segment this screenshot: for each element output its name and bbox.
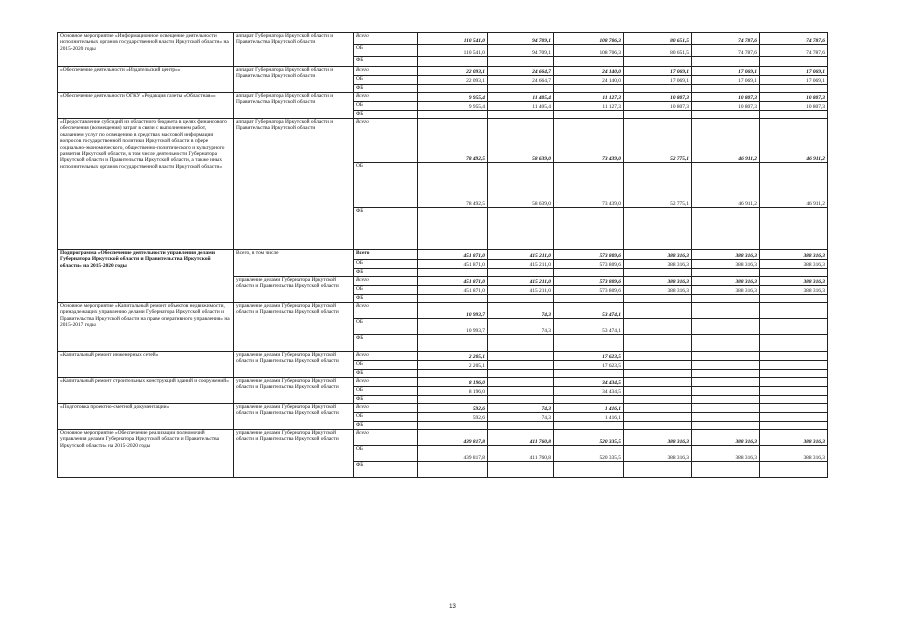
amount-ob: 388 316,3 — [760, 260, 828, 269]
amount-fb — [624, 269, 692, 277]
activity-name: «Капитальный ремонт инженерных сетей» — [58, 352, 234, 378]
amount-fb — [624, 295, 692, 303]
amount-ob: 2 205,1 — [418, 361, 488, 370]
amount-total: 78 492,5 — [418, 119, 488, 163]
amount-ob: 110 541,0 — [418, 45, 488, 57]
funding-type-ob: ОБ — [354, 163, 418, 208]
funding-type-fb: ФБ — [354, 111, 418, 119]
amount-fb — [488, 269, 554, 277]
amount-total: 11 127,3 — [554, 93, 624, 102]
amount-total — [692, 352, 760, 361]
amount-total: 34 434,5 — [554, 378, 624, 387]
table-row — [58, 250, 828, 260]
amount-fb — [418, 208, 488, 250]
activity-name: Основное мероприятие «Капитальный ремонт объектов недвижимости, принадлежащих управлению делами Губернатора Иркутской области и Правительства Иркутской области на праве оперативного управления» на 2015-2017 годы — [58, 303, 234, 352]
amount-ob: 388 316,3 — [692, 446, 760, 462]
amount-ob: 73 439,0 — [554, 163, 624, 208]
amount-total: 451 871,0 — [418, 250, 488, 260]
amount-total: 17 623,5 — [554, 352, 624, 361]
amount-fb — [488, 422, 554, 430]
amount-fb — [418, 57, 488, 67]
page-number: 13 — [449, 604, 456, 610]
amount-fb — [488, 111, 554, 119]
amount-fb — [692, 295, 760, 303]
amount-ob: 17 069,1 — [692, 76, 760, 85]
table-row — [58, 93, 828, 102]
amount-total: 10 993,7 — [418, 303, 488, 319]
amount-ob: 573 809,6 — [554, 286, 624, 295]
amount-fb — [760, 85, 828, 93]
amount-total: 2 205,1 — [418, 352, 488, 361]
amount-fb — [418, 85, 488, 93]
funding-type-ob: ОБ — [354, 76, 418, 85]
amount-ob: 451 871,0 — [418, 260, 488, 269]
table-row — [58, 33, 828, 45]
executor-cell: Всего, в том числе — [234, 250, 354, 277]
amount-total: 1 416,1 — [554, 404, 624, 413]
amount-total — [624, 378, 692, 387]
amount-ob — [624, 361, 692, 370]
amount-ob — [488, 387, 554, 396]
funding-type-total: Всего — [354, 250, 418, 260]
amount-total — [488, 378, 554, 387]
amount-fb — [624, 335, 692, 352]
amount-total: 108 706,3 — [554, 33, 624, 45]
amount-total — [488, 352, 554, 361]
amount-total: 415 211,0 — [488, 277, 554, 286]
amount-ob: 108 706,3 — [554, 45, 624, 57]
amount-ob — [692, 319, 760, 335]
amount-ob — [760, 361, 828, 370]
funding-type-total: Всего — [354, 119, 418, 163]
amount-total: 10 807,3 — [624, 93, 692, 102]
table-row — [58, 404, 828, 413]
amount-total: 80 651,5 — [624, 33, 692, 45]
funding-type-ob: ОБ — [354, 361, 418, 370]
table-row — [58, 303, 828, 319]
funding-type-fb: ФБ — [354, 396, 418, 404]
amount-fb — [760, 462, 828, 478]
amount-total — [624, 352, 692, 361]
amount-ob — [760, 319, 828, 335]
funding-type-fb: ФБ — [354, 370, 418, 378]
amount-total: 388 316,3 — [692, 277, 760, 286]
amount-total: 73 439,0 — [554, 119, 624, 163]
amount-ob: 74,3 — [488, 413, 554, 422]
amount-ob — [488, 361, 554, 370]
amount-fb — [554, 111, 624, 119]
activity-name: «Предоставление субсидий из областного бюджета в целях финансового обеспечения (возмещения) затрат в связи с выполнением работ, оказанием услуг по освещению в средствах массовой информации вопросов государственной политики Иркутской области в сфере социально-экономического, общественно-политического и культурного развития Иркутской области, в том числе деятельности Губернатора Иркутской области и Правительства Иркутской области, а также иных исполнительных органов государственной власти Иркутской области» — [58, 119, 234, 250]
amount-total: 388 316,3 — [692, 250, 760, 260]
amount-total: 110 541,0 — [418, 33, 488, 45]
amount-fb — [760, 111, 828, 119]
amount-fb — [760, 422, 828, 430]
funding-type-total: Всего — [354, 93, 418, 102]
amount-ob — [692, 413, 760, 422]
amount-fb — [760, 335, 828, 352]
amount-ob: 10 993,7 — [418, 319, 488, 335]
amount-total: 411 760,8 — [488, 430, 554, 446]
amount-ob: 22 093,1 — [418, 76, 488, 85]
amount-fb — [418, 462, 488, 478]
amount-ob: 573 809,6 — [554, 260, 624, 269]
amount-fb — [760, 208, 828, 250]
amount-total — [760, 404, 828, 413]
amount-fb — [692, 422, 760, 430]
amount-total: 24 664,7 — [488, 67, 554, 76]
activity-name: «Обеспечение деятельности ОГКУ «Редакция газеты «Областная»» — [58, 93, 234, 119]
amount-fb — [692, 370, 760, 378]
amount-total: 22 093,1 — [418, 67, 488, 76]
amount-total: 451 871,0 — [418, 277, 488, 286]
funding-type-ob: ОБ — [354, 102, 418, 111]
funding-type-total: Всего — [354, 404, 418, 413]
amount-total: 573 809,6 — [554, 250, 624, 260]
amount-fb — [418, 335, 488, 352]
amount-ob: 411 760,8 — [488, 446, 554, 462]
amount-total: 388 316,3 — [624, 277, 692, 286]
funding-type-total: Всего — [354, 430, 418, 446]
amount-ob: 388 316,3 — [760, 446, 828, 462]
amount-total: 415 211,0 — [488, 250, 554, 260]
amount-ob: 46 911,2 — [760, 163, 828, 208]
amount-fb — [418, 422, 488, 430]
funding-type-fb: ФБ — [354, 462, 418, 478]
funding-type-total: Всего — [354, 303, 418, 319]
amount-total — [624, 303, 692, 319]
amount-total — [760, 352, 828, 361]
budget-table — [57, 32, 828, 478]
amount-total: 592,6 — [418, 404, 488, 413]
amount-total: 94 709,1 — [488, 33, 554, 45]
table-row — [58, 119, 828, 163]
amount-total: 8 196,0 — [418, 378, 488, 387]
amount-ob: 74 787,6 — [760, 45, 828, 57]
amount-total: 388 316,3 — [760, 250, 828, 260]
amount-total: 439 817,8 — [418, 430, 488, 446]
subprogram-name: Подпрограмма «Обеспечение деятельности управления делами Губернатора Иркутской области и Правительства Иркутской области» на 2015-2020 годы — [58, 250, 234, 303]
amount-ob: 9 955,4 — [418, 102, 488, 111]
funding-type-total: Всего — [354, 352, 418, 361]
amount-ob: 388 316,3 — [692, 260, 760, 269]
amount-fb — [554, 370, 624, 378]
amount-fb — [760, 370, 828, 378]
amount-ob — [624, 387, 692, 396]
amount-ob — [624, 413, 692, 422]
amount-ob: 1 416,1 — [554, 413, 624, 422]
amount-ob: 10 807,3 — [624, 102, 692, 111]
amount-fb — [554, 85, 624, 93]
amount-fb — [488, 462, 554, 478]
amount-fb — [418, 269, 488, 277]
funding-type-fb: ФБ — [354, 85, 418, 93]
amount-fb — [554, 295, 624, 303]
funding-type-fb: ФБ — [354, 295, 418, 303]
table-row — [58, 352, 828, 361]
amount-ob: 388 316,3 — [624, 446, 692, 462]
amount-ob: 415 211,0 — [488, 286, 554, 295]
amount-ob: 94 709,1 — [488, 45, 554, 57]
activity-name: «Обеспечение деятельности «Издательский центр»» — [58, 67, 234, 93]
amount-ob: 388 316,3 — [624, 286, 692, 295]
amount-fb — [760, 295, 828, 303]
table-row — [58, 430, 828, 446]
amount-fb — [624, 396, 692, 404]
amount-ob: 10 807,3 — [760, 102, 828, 111]
amount-ob: 520 335,5 — [554, 446, 624, 462]
amount-total: 10 807,3 — [760, 93, 828, 102]
amount-fb — [554, 269, 624, 277]
amount-ob: 58 639,0 — [488, 163, 554, 208]
funding-type-ob: ОБ — [354, 387, 418, 396]
amount-fb — [488, 370, 554, 378]
executor-cell: управление делами Губернатора Иркутской области и Правительства Иркутской области — [234, 277, 354, 303]
funding-type-fb: ФБ — [354, 269, 418, 277]
amount-fb — [624, 462, 692, 478]
activity-name: «Капитальный ремонт строительных конструкций зданий и сооружений» — [58, 378, 234, 404]
executor-cell: управление делами Губернатора Иркутской области и Правительства Иркутской области — [234, 303, 354, 352]
amount-ob: 11 127,3 — [554, 102, 624, 111]
executor-cell: аппарат Губернатора Иркутской области и Правительства Иркутской области — [234, 119, 354, 250]
amount-fb — [692, 111, 760, 119]
amount-fb — [554, 422, 624, 430]
amount-total: 46 911,2 — [760, 119, 828, 163]
amount-fb — [624, 111, 692, 119]
funding-type-total: Всего — [354, 378, 418, 387]
amount-fb — [488, 335, 554, 352]
amount-ob: 388 316,3 — [692, 286, 760, 295]
executor-cell: управление делами Губернатора Иркутской области и Правительства Иркутской области — [234, 378, 354, 404]
amount-fb — [760, 269, 828, 277]
amount-ob: 451 871,0 — [418, 286, 488, 295]
amount-fb — [692, 85, 760, 93]
amount-total: 388 316,3 — [624, 250, 692, 260]
amount-total: 388 316,3 — [692, 430, 760, 446]
amount-fb — [488, 295, 554, 303]
amount-fb — [554, 208, 624, 250]
amount-total: 9 955,4 — [418, 93, 488, 102]
amount-ob: 10 807,3 — [692, 102, 760, 111]
funding-type-ob: ОБ — [354, 260, 418, 269]
executor-cell: управление делами Губернатора Иркутской области и Правительства Иркутской области — [234, 352, 354, 378]
amount-total: 24 140,0 — [554, 67, 624, 76]
amount-fb — [692, 269, 760, 277]
amount-ob: 439 817,8 — [418, 446, 488, 462]
amount-total: 388 316,3 — [760, 430, 828, 446]
funding-type-ob: ОБ — [354, 319, 418, 335]
executor-cell: аппарат Губернатора Иркутской области и Правительства Иркутской области — [234, 67, 354, 93]
amount-ob: 52 775,1 — [624, 163, 692, 208]
funding-type-ob: ОБ — [354, 413, 418, 422]
executor-cell: аппарат Губернатора Иркутской области и Правительства Иркутской области — [234, 93, 354, 119]
amount-total — [624, 404, 692, 413]
amount-total: 74,3 — [488, 404, 554, 413]
amount-total: 46 911,2 — [692, 119, 760, 163]
amount-total: 17 069,1 — [624, 67, 692, 76]
amount-fb — [554, 462, 624, 478]
amount-fb — [692, 57, 760, 67]
amount-fb — [488, 208, 554, 250]
amount-fb — [418, 370, 488, 378]
amount-ob: 415 211,0 — [488, 260, 554, 269]
amount-fb — [624, 208, 692, 250]
activity-name: «Подготовка проектно-сметной документации» — [58, 404, 234, 430]
amount-fb — [624, 422, 692, 430]
executor-cell: управление делами Губернатора Иркутской области и Правительства Иркутской области — [234, 404, 354, 430]
amount-fb — [692, 335, 760, 352]
amount-fb — [554, 396, 624, 404]
amount-total — [760, 303, 828, 319]
funding-type-total: Всего — [354, 277, 418, 286]
amount-ob: 11 405,4 — [488, 102, 554, 111]
amount-fb — [488, 396, 554, 404]
amount-total — [692, 404, 760, 413]
amount-fb — [488, 85, 554, 93]
amount-total: 573 809,6 — [554, 277, 624, 286]
amount-total: 17 069,1 — [692, 67, 760, 76]
funding-type-fb: ФБ — [354, 422, 418, 430]
executor-cell: аппарат Губернатора Иркутской области и Правительства Иркутской области — [234, 33, 354, 67]
amount-ob: 17 069,1 — [760, 76, 828, 85]
amount-fb — [692, 396, 760, 404]
amount-ob: 24 664,7 — [488, 76, 554, 85]
amount-ob: 17 069,1 — [624, 76, 692, 85]
amount-ob: 34 434,5 — [554, 387, 624, 396]
activity-name: Основное мероприятие «Обеспечение реализации полномочий управления делами Губернатора Иркутской области и Правительства Иркутской области» на 2015-2020 годы — [58, 430, 234, 478]
funding-type-ob: ОБ — [354, 446, 418, 462]
amount-total: 520 335,5 — [554, 430, 624, 446]
amount-total: 388 316,3 — [760, 277, 828, 286]
amount-total — [760, 378, 828, 387]
amount-ob: 8 196,0 — [418, 387, 488, 396]
funding-type-fb: ФБ — [354, 335, 418, 352]
amount-ob — [760, 387, 828, 396]
amount-total: 10 807,3 — [692, 93, 760, 102]
amount-fb — [624, 370, 692, 378]
amount-ob: 74 787,6 — [692, 45, 760, 57]
amount-ob: 592,6 — [418, 413, 488, 422]
amount-total: 74 787,6 — [692, 33, 760, 45]
amount-fb — [760, 57, 828, 67]
amount-total: 388 316,3 — [624, 430, 692, 446]
amount-ob: 53 474,1 — [554, 319, 624, 335]
executor-cell: управление делами Губернатора Иркутской области и Правительства Иркутской области — [234, 430, 354, 478]
amount-ob: 78 492,5 — [418, 163, 488, 208]
table-row — [58, 378, 828, 387]
amount-fb — [488, 57, 554, 67]
amount-fb — [624, 85, 692, 93]
amount-ob: 74,3 — [488, 319, 554, 335]
amount-fb — [418, 396, 488, 404]
amount-total — [692, 303, 760, 319]
amount-total: 58 639,0 — [488, 119, 554, 163]
amount-ob: 17 623,5 — [554, 361, 624, 370]
amount-ob: 24 140,0 — [554, 76, 624, 85]
amount-ob — [692, 387, 760, 396]
amount-fb — [692, 462, 760, 478]
funding-type-total: Всего — [354, 67, 418, 76]
amount-fb — [418, 295, 488, 303]
funding-type-fb: ФБ — [354, 57, 418, 67]
amount-fb — [554, 335, 624, 352]
table-body — [58, 33, 828, 478]
amount-total: 52 775,1 — [624, 119, 692, 163]
amount-fb — [692, 208, 760, 250]
amount-total: 17 069,1 — [760, 67, 828, 76]
amount-fb — [760, 396, 828, 404]
amount-ob: 46 911,2 — [692, 163, 760, 208]
amount-ob — [624, 319, 692, 335]
amount-ob: 80 651,5 — [624, 45, 692, 57]
amount-total: 53 474,1 — [554, 303, 624, 319]
amount-ob — [692, 361, 760, 370]
amount-ob: 388 316,3 — [624, 260, 692, 269]
amount-fb — [624, 57, 692, 67]
amount-total: 74,3 — [488, 303, 554, 319]
funding-type-fb: ФБ — [354, 208, 418, 250]
amount-fb — [554, 57, 624, 67]
funding-type-ob: ОБ — [354, 45, 418, 57]
amount-ob: 388 316,3 — [760, 286, 828, 295]
amount-total — [692, 378, 760, 387]
activity-name: Основное мероприятие «Информационное освещение деятельности исполнительных органов государственной власти Иркутской области» на 2015-2020 годы — [58, 33, 234, 67]
amount-ob — [760, 413, 828, 422]
funding-type-ob: ОБ — [354, 286, 418, 295]
amount-total: 74 787,6 — [760, 33, 828, 45]
amount-total: 11 405,4 — [488, 93, 554, 102]
table-row — [58, 67, 828, 76]
funding-type-total: Всего — [354, 33, 418, 45]
amount-fb — [418, 111, 488, 119]
